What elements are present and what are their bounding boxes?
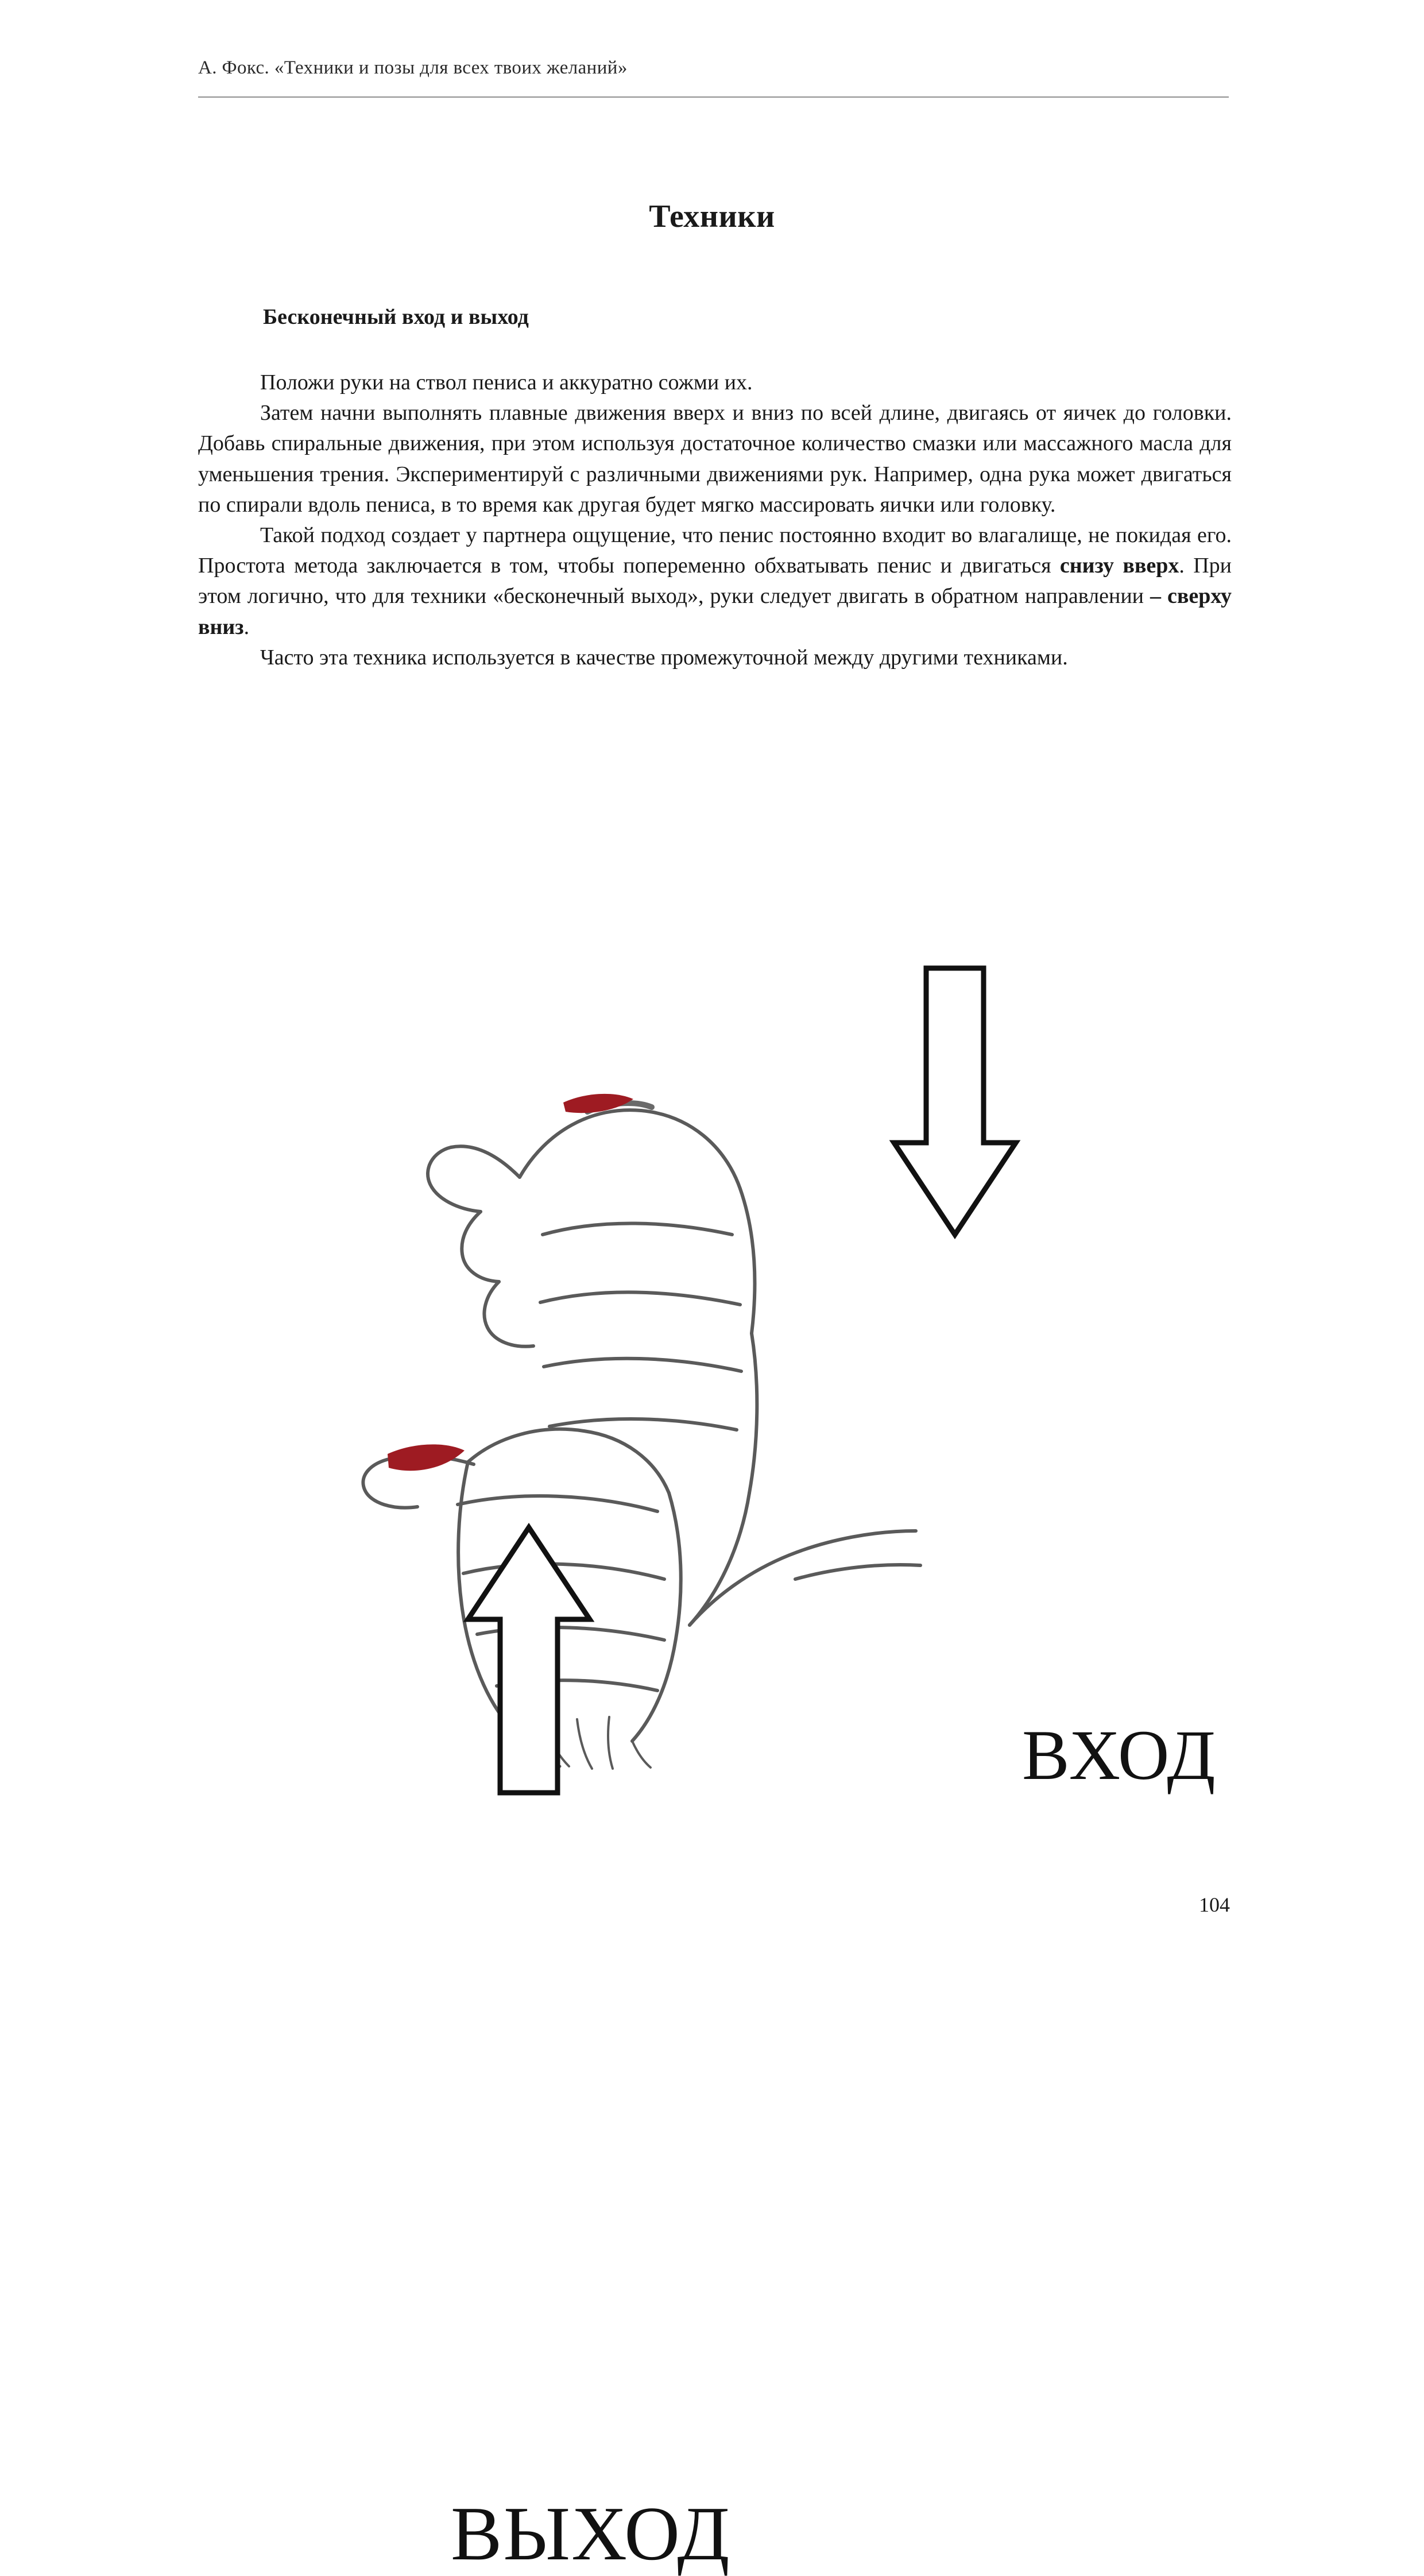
paragraph-1: Положи руки на ствол пениса и аккуратно сожми их.	[260, 370, 753, 394]
running-head: А. Фокс. «Техники и позы для всех твоих желаний»	[198, 57, 628, 78]
page-number: 104	[1199, 1893, 1230, 1916]
hand-fist-sketch	[198, 833, 1232, 1809]
paragraph-3-bold-2: – сверху вниз	[198, 584, 1232, 639]
header-divider	[198, 96, 1229, 98]
paragraph-4: Часто эта техника используется в качестве промежуточной между другими техниками.	[260, 645, 1068, 670]
page-title: Техники	[649, 199, 775, 234]
paragraph-3	[198, 520, 1232, 643]
paragraph-3-text-3: .	[243, 614, 250, 639]
nail-bottom	[388, 1444, 465, 1471]
down-arrow-icon	[894, 968, 1016, 1235]
paragraph-3-bold-1: снизу вверх	[1059, 554, 1179, 578]
body-text	[198, 368, 1232, 673]
paragraph-3-text-1: Такой подход создает у партнера ощущение, что пенис постоянно входит во влагалище, не покидая его. Простота метода заключается в том, чтобы попеременно обхватывать пенис и двигаться	[198, 523, 1232, 578]
paragraph-3-text-2: . При этом логично, что для техники «бесконечный выход», руки следует двигать в обратном направлении	[198, 554, 1232, 609]
label-vyhod: ВЫХОД	[451, 2491, 731, 2576]
section-heading: Бесконечный вход и выход	[263, 305, 529, 329]
label-vhod: ВХОД	[1022, 1716, 1217, 1794]
paragraph-2: Затем начни выполнять плавные движения вверх и вниз по всей длине, двигаясь от яичек до головки. Добавь спиральные движения, при этом используя достаточное количество смазки или массажного масла для уменьшения трения. Экспериментируй с различными движениями рук. Например, одна рука может двигаться по спирали вдоль пениса, в то время как другая будет мягко массировать яички или головку.	[198, 401, 1232, 517]
